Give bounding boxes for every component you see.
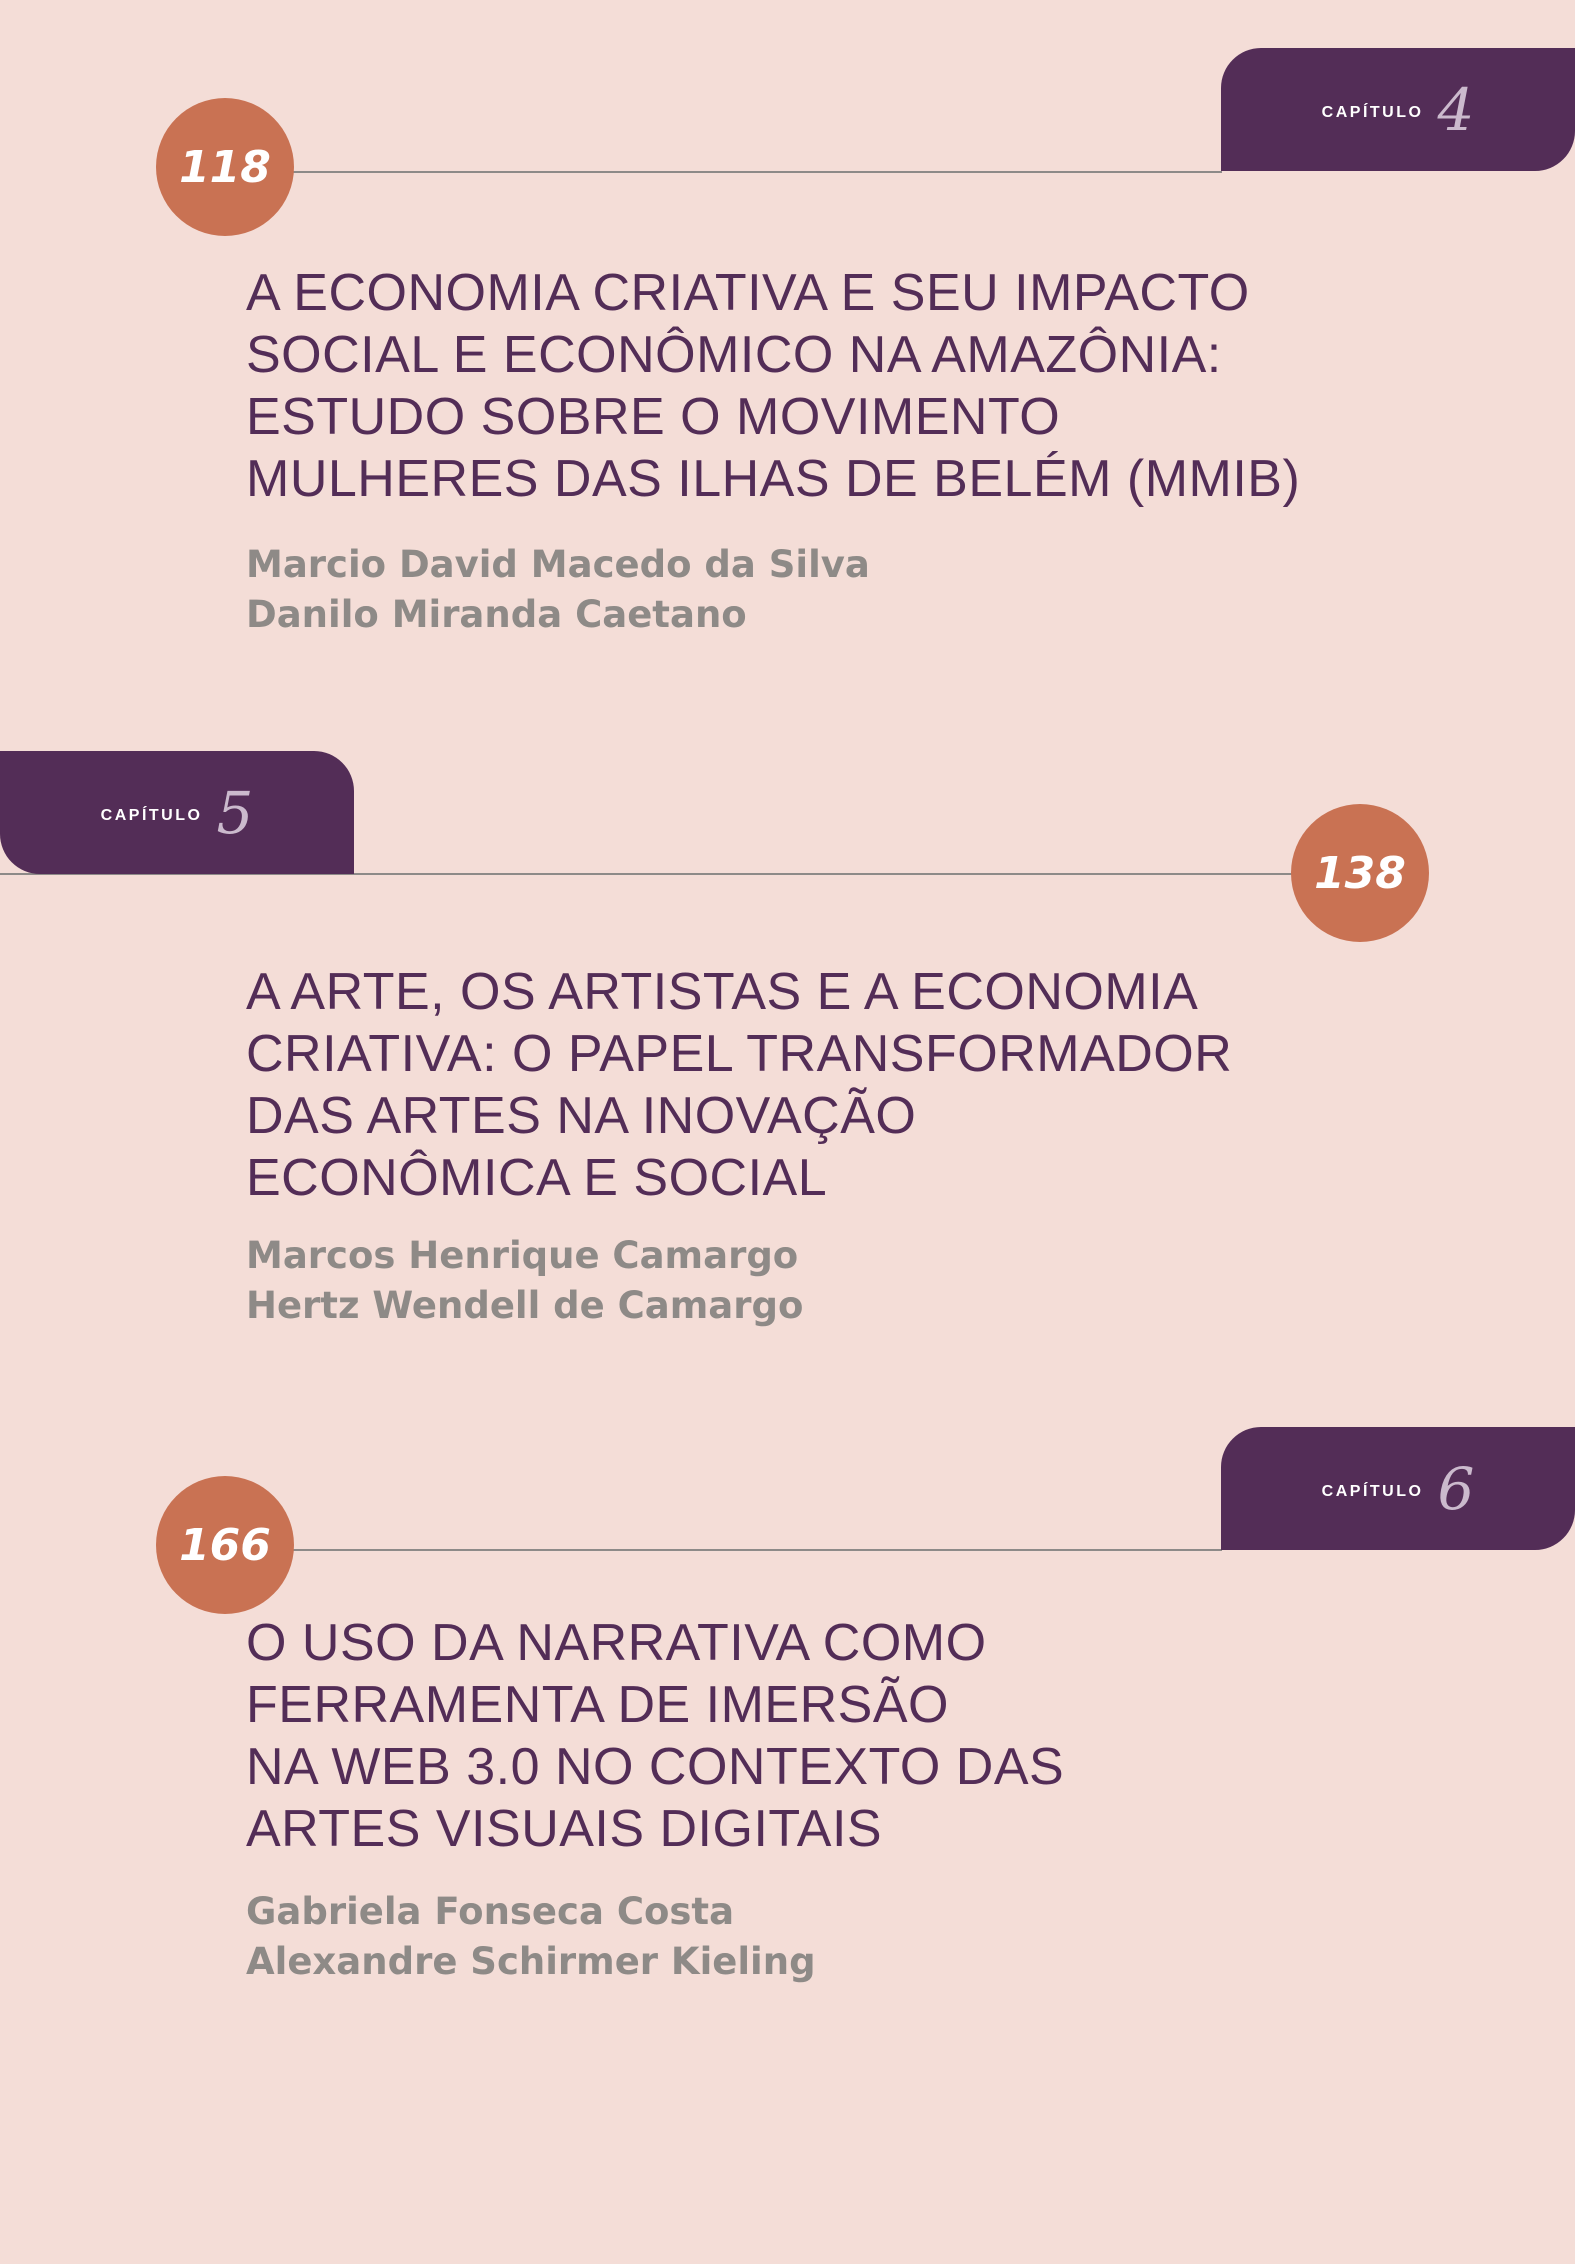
- title-line: ARTES VISUAIS DIGITAIS: [246, 1800, 883, 1858]
- title-line: FERRAMENTA DE IMERSÃO: [246, 1676, 949, 1734]
- title-line: CRIATIVA: O PAPEL TRANSFORMADOR: [246, 1025, 1233, 1083]
- author-name: Gabriela Fonseca Costa: [246, 1890, 735, 1933]
- title-line: O USO DA NARRATIVA COMO: [246, 1614, 987, 1672]
- chapter-6-rule: [270, 1549, 1222, 1551]
- author-name: Hertz Wendell de Camargo: [246, 1284, 804, 1327]
- chapter-number: 4: [1437, 75, 1475, 144]
- chapter-4-rule: [270, 171, 1222, 173]
- chapter-4-tab[interactable]: [1221, 48, 1575, 171]
- title-line: ECONÔMICA E SOCIAL: [246, 1149, 828, 1207]
- author-name: Danilo Miranda Caetano: [246, 593, 747, 636]
- title-line: A ECONOMIA CRIATIVA E SEU IMPACTO: [246, 264, 1250, 322]
- chapter-number: 6: [1437, 1454, 1475, 1523]
- chapter-6-tab[interactable]: [1221, 1427, 1575, 1550]
- chapter-5-tab[interactable]: [0, 751, 354, 874]
- chapter-number: 5: [216, 778, 254, 847]
- chapter-authors: [246, 540, 870, 640]
- chapter-authors: [246, 1231, 803, 1331]
- author-name: Marcos Henrique Camargo: [246, 1234, 799, 1277]
- chapter-title: [246, 961, 1446, 1209]
- title-line: MULHERES DAS ILHAS DE BELÉM (MMIB): [246, 450, 1301, 508]
- title-line: SOCIAL E ECONÔMICO NA AMAZÔNIA:: [246, 326, 1222, 384]
- title-line: ESTUDO SOBRE O MOVIMENTO: [246, 388, 1061, 446]
- chapter-label: CAPÍTULO: [100, 806, 203, 824]
- title-line: A ARTE, OS ARTISTAS E A ECONOMIA: [246, 963, 1199, 1021]
- page-number-badge[interactable]: 138: [1291, 804, 1429, 942]
- author-name: Alexandre Schirmer Kieling: [246, 1940, 816, 1983]
- chapter-title: [246, 262, 1446, 510]
- page-number-badge[interactable]: 166: [156, 1476, 294, 1614]
- chapter-label: CAPÍTULO: [1321, 103, 1424, 121]
- chapter-title: [246, 1612, 1446, 1860]
- chapter-label: CAPÍTULO: [1321, 1482, 1424, 1500]
- page-number-badge[interactable]: 118: [156, 98, 294, 236]
- title-line: DAS ARTES NA INOVAÇÃO: [246, 1087, 917, 1145]
- title-line: NA WEB 3.0 NO CONTEXTO DAS: [246, 1738, 1065, 1796]
- chapter-authors: [246, 1887, 816, 1987]
- author-name: Marcio David Macedo da Silva: [246, 543, 870, 586]
